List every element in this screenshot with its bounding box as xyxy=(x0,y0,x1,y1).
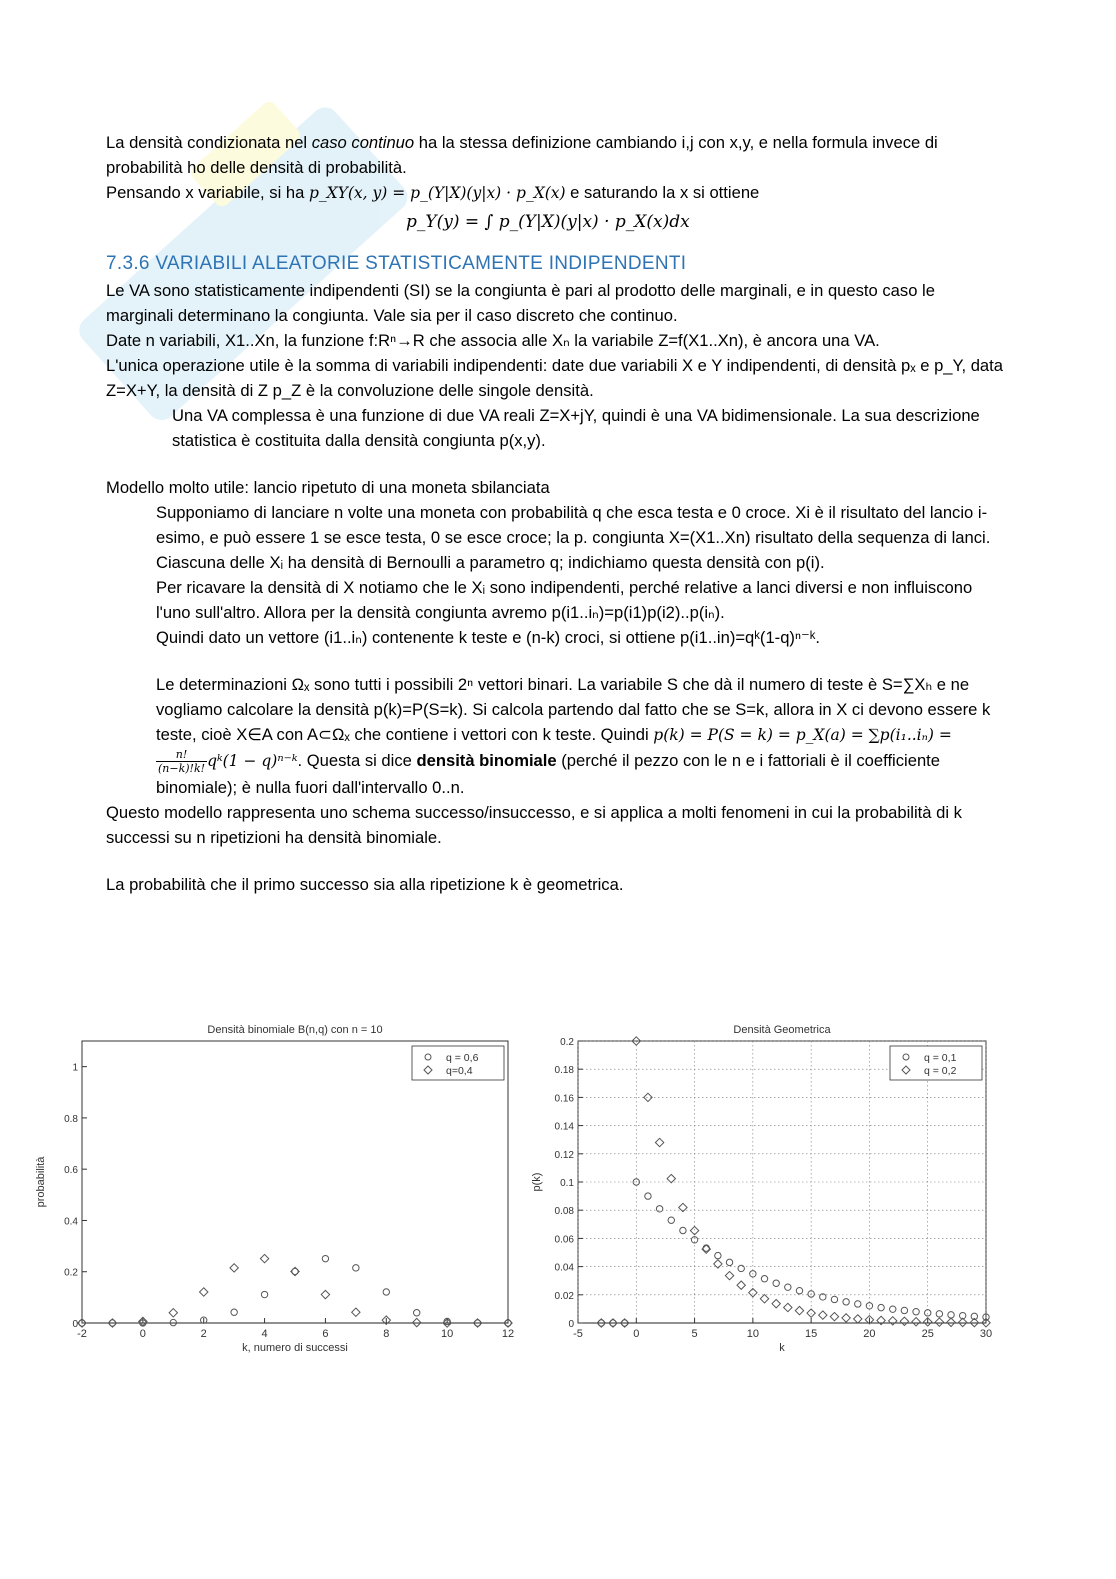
x-tick-label: -2 xyxy=(77,1328,87,1340)
y-tick-label: 0.14 xyxy=(554,1121,574,1133)
binomial-coefficient-fraction: $\frac{n!}{(n-k)!k!}$ xyxy=(158,748,206,776)
paragraph-vector-prob: Quindi dato un vettore (i1..iₙ) contenente k teste e (n-k) croci, si ottiene p(i1..in)=qᵏ(1-q)ⁿ⁻ᵏ. xyxy=(156,628,820,647)
x-axis-label: k xyxy=(779,1342,785,1354)
x-tick-label: 15 xyxy=(805,1328,818,1340)
legend-label: q = 0,2 xyxy=(924,1065,957,1077)
y-tick-label: 0.4 xyxy=(64,1216,78,1228)
y-tick-label: 0.02 xyxy=(554,1290,574,1302)
y-tick-label: 0.18 xyxy=(554,1065,574,1077)
x-tick-label: 5 xyxy=(691,1328,698,1340)
paragraph-binomial-density: Le determinazioni Ωₓ sono tutti i possibili 2ⁿ vettori binari. La variabile S che dà il numero di teste è S=∑Xₕ e ne vogliamo calcolare la densità p(k)=P(S=k). Si calcola partendo dal fatto che se S=k, allora in X ci devono essere k teste, cioè X∈A con A⊂Ωₓ che contiene i vettori con k teste. Quindi p(k) = P(S = k) = p_X(a) = ∑p(i₁..iₙ) = $\frac{n!}{(n-k)!k!}$ qᵏ(1 − q)ⁿ⁻ᵏ. Questa si dice densità binomiale (perché il pezzo con le n e i fattoriali è il coefficiente binomiale); è nulla fuori dall'intervallo 0..n. xyxy=(156,675,991,798)
x-tick-label: 12 xyxy=(501,1328,515,1340)
y-tick-label: 0.16 xyxy=(554,1093,574,1105)
y-tick-label: 0.2 xyxy=(64,1267,78,1279)
paragraph-complex-va: Una VA complessa è una funzione di due VA reali Z=X+jY, quindi è una VA bidimensionale. La sua descrizione statistica è costituita dalla densità congiunta p(x,y). xyxy=(172,406,980,450)
binomial-density-chart xyxy=(30,1015,530,1360)
y-tick-label: 0.06 xyxy=(554,1234,574,1246)
paragraph-sum-convolution: L'unica operazione utile è la somma di variabili indipendenti: date due variabili X e Y indipendenti, di densità pₓ e p_Y, data Z=X+Y, la densità di Z p_Z è la convoluzione delle singole densità. xyxy=(106,356,1003,400)
plot-frame xyxy=(82,1041,508,1323)
x-tick-label: -5 xyxy=(573,1328,583,1340)
marginal-density-formula: p_Y(y) = ∫ p_(Y|X)(y|x) · p_X(x)dx xyxy=(406,212,690,232)
y-tick-label: 0.12 xyxy=(554,1149,574,1161)
joint-density-formula: p_XY(x, y) = p_(Y|X)(y|x) · p_X(x) xyxy=(308,184,566,202)
y-tick-label: 0.08 xyxy=(554,1206,574,1218)
x-tick-label: 10 xyxy=(746,1328,759,1340)
y-tick-label: 0.1 xyxy=(560,1178,574,1189)
paragraph-independence: Per ricavare la densità di X notiamo che le Xᵢ sono indipendenti, perché relative a lanci diversi e non influiscono l'uno sull'altro. Allora per la densità congiunta avremo p(i1..iₙ)=p(i1)p(i2)..p(iₙ). xyxy=(156,578,973,622)
y-axis-label: probabilità xyxy=(35,1156,47,1208)
paragraph-si-definition: Le VA sono statisticamente indipendenti (SI) se la congiunta è pari al prodotto delle marginali, e in questo caso le marginali determinano la congiunta. Vale sia per il caso discreto che continuo. xyxy=(106,281,935,325)
document-body xyxy=(106,130,1006,897)
y-tick-label: 0 xyxy=(72,1319,78,1330)
x-tick-label: 4 xyxy=(261,1328,268,1340)
geometric-density-chart xyxy=(525,1015,1005,1360)
x-tick-label: 0 xyxy=(139,1328,146,1340)
chart-title: Densità binomiale B(n,q) con n = 10 xyxy=(207,1024,383,1036)
chart-title: Densità Geometrica xyxy=(733,1024,831,1036)
paragraph-conditional-density: La densità condizionata nel caso continuo ha la stessa definizione cambiando i,j con x,y, e nella formula invece di probabilità ho delle densità di probabilità. xyxy=(106,133,938,177)
x-axis-label: k, numero di successi xyxy=(242,1342,348,1354)
y-tick-label: 0 xyxy=(568,1319,574,1330)
paragraph-geometric: La probabilità che il primo successo sia alla ripetizione k è geometrica. xyxy=(106,875,624,895)
y-tick-label: 0.8 xyxy=(64,1113,78,1125)
x-tick-label: 6 xyxy=(322,1328,329,1340)
paragraph-coin-model: Supponiamo di lanciare n volte una moneta con probabilità q che esca testa e 0 croce. Xi è il risultato del lancio i-esimo, e può essere 1 se esce testa, 0 se esce croce; la p. congiunta X=(X1..Xn) risultato della sequenza di lanci. Ciascuna delle Xᵢ ha densità di Bernoulli a parametro q; indichiamo questa densità con p(i). xyxy=(156,503,991,572)
x-tick-label: 10 xyxy=(441,1328,454,1340)
paragraph-function-of-va: Date n variabili, X1..Xn, la funzione f:Rⁿ→R che associa alle Xₙ la variabile Z=f(X1..Xn), è ancora una VA. xyxy=(106,331,880,350)
y-tick-label: 0.2 xyxy=(560,1037,574,1048)
paragraph-model-title: Modello molto utile: lancio ripetuto di una moneta sbilanciata xyxy=(106,478,550,497)
paragraph-joint-formula: Pensando x variabile, si ha p_XY(x, y) = p_(Y|X)(y|x) · p_X(x) e saturando la x si ottiene xyxy=(106,183,760,202)
x-tick-label: 20 xyxy=(863,1328,876,1340)
legend-label: q=0,4 xyxy=(446,1065,473,1077)
x-tick-label: 2 xyxy=(200,1328,207,1340)
x-tick-label: 0 xyxy=(633,1328,640,1340)
x-tick-label: 25 xyxy=(921,1328,934,1340)
y-tick-label: 0.6 xyxy=(64,1165,78,1177)
legend-label: q = 0,1 xyxy=(924,1052,957,1064)
x-tick-label: 30 xyxy=(979,1328,993,1340)
section-heading: 7.3.6 VARIABILI ALEATORIE STATISTICAMENTE INDIPENDENTI xyxy=(106,253,687,274)
y-tick-label: 1 xyxy=(72,1062,78,1074)
y-axis-label: p(k) xyxy=(531,1172,543,1192)
x-tick-label: 8 xyxy=(383,1328,390,1340)
paragraph-success-scheme: Questo modello rappresenta uno schema successo/insuccesso, e si applica a molti fenomeni in cui la probabilità di k successi su n ripetizioni ha densità binomiale. xyxy=(106,803,962,848)
y-tick-label: 0.04 xyxy=(554,1262,574,1274)
legend-label: q = 0,6 xyxy=(446,1052,479,1064)
